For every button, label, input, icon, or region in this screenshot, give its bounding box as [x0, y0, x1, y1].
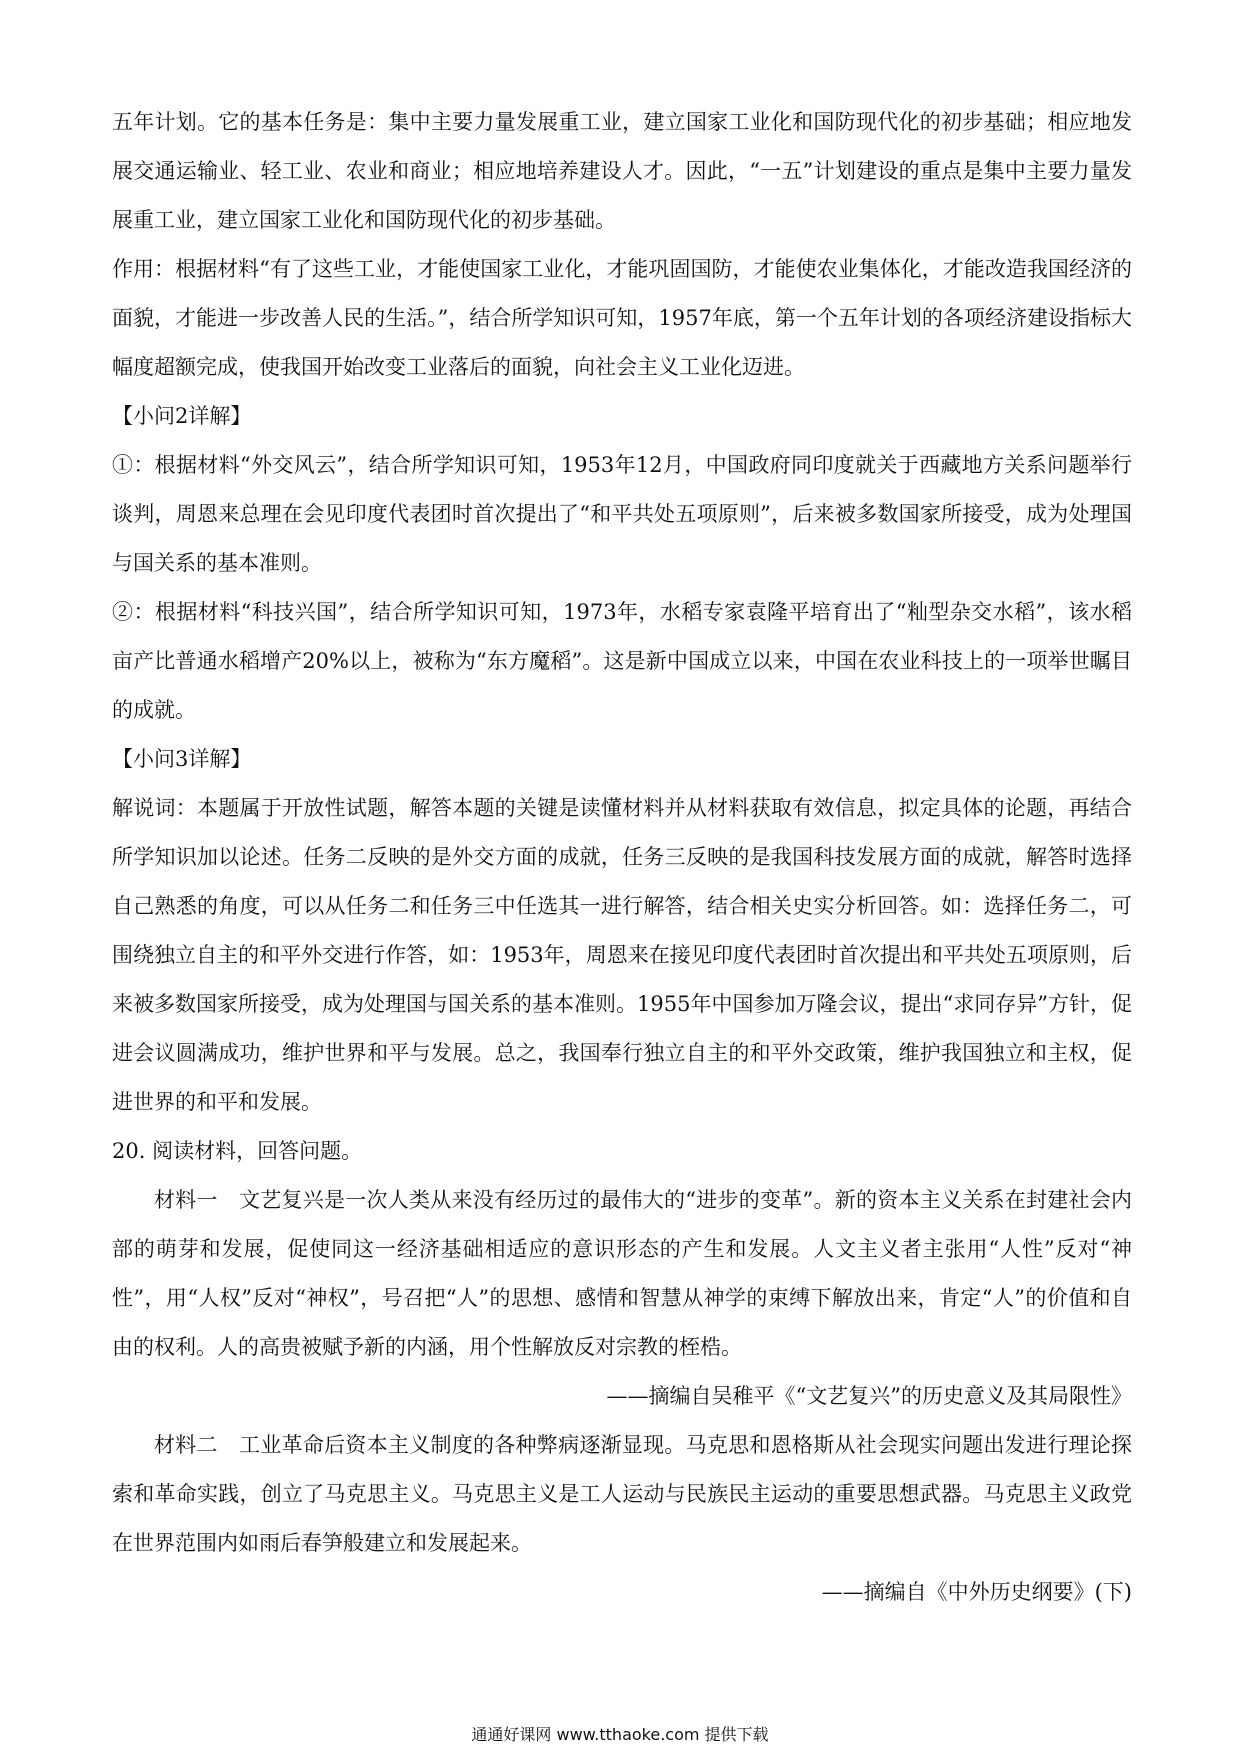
page-footer: 通通好课网 www.tthaoke.com 提供下载	[471, 1725, 769, 1744]
paragraph-diplomacy: ①：根据材料“外交风云”，结合所学知识可知，1953年12月，中国政府同印度就关于西藏地方关系问题举行谈判，周恩来总理在会见印度代表团时首次提出了“和平共处五项原则”，后来被多数国家所接受，成为处理国与国关系的基本准则。	[112, 453, 1132, 575]
paragraph-technology: ②：根据材料“科技兴国”，结合所学知识可知，1973年，水稻专家袁隆平培育出了“籼型杂交水稻”，该水稻亩产比普通水稻增产20%以上，被称为“东方魔稻”。这是新中国成立以来，中国在农业科技上的一项举世瞩目的成就。	[112, 600, 1132, 722]
material-two-source: ——摘编自《中外历史纲要》(下)	[821, 1580, 1132, 1604]
paragraph-effect: 作用：根据材料“有了这些工业，才能使国家工业化，才能巩固国防，才能使农业集体化，才能改造我国经济的面貌，才能进一步改善人民的生活。”，结合所学知识可知，1957年底，第一个五年计划的各项经济建设指标大幅度超额完成，使我国开始改变工业落后的面貌，向社会主义工业化迈进。	[112, 257, 1132, 379]
document-body	[112, 98, 1132, 1617]
material-two-text: 材料二 工业革命后资本主义制度的各种弊病逐渐显现。马克思和恩格斯从社会现实问题出发进行理论探索和革命实践，创立了马克思主义。马克思主义是工人运动与民族民主运动的重要思想武器。马克思主义政党在世界范围内如雨后春笋般建立和发展起来。	[112, 1433, 1132, 1555]
section-heading-q2: 【小问2详解】	[112, 404, 252, 428]
paragraph-plan-task: 五年计划。它的基本任务是：集中主要力量发展重工业，建立国家工业化和国防现代化的初步基础；相应地发展交通运输业、轻工业、农业和商业；相应地培养建设人才。因此，“一五”计划建设的重点是集中主要力量发展重工业，建立国家工业化和国防现代化的初步基础。	[112, 110, 1132, 232]
material-one-text: 材料一 文艺复兴是一次人类从来没有经历过的最伟大的“进步的变革”。新的资本主义关系在封建社会内部的萌芽和发展，促使同这一经济基础相适应的意识形态的产生和发展。人文主义者主张用“人性”反对“神性”，用“人权”反对“神权”，号召把“人”的思想、感情和智慧从神学的束缚下解放出来，肯定“人”的价值和自由的权利。人的高贵被赋予新的内涵，用个性解放反对宗教的桎梏。	[112, 1188, 1132, 1359]
paragraph-commentary: 解说词：本题属于开放性试题，解答本题的关键是读懂材料并从材料获取有效信息，拟定具体的论题，再结合所学知识加以论述。任务二反映的是外交方面的成就，任务三反映的是我国科技发展方面的成就，解答时选择自己熟悉的角度，可以从任务二和任务三中任选其一进行解答，结合相关史实分析回答。如：选择任务二，可围绕独立自主的和平外交进行作答，如：1953年，周恩来在接见印度代表团时首次提出和平共处五项原则，后来被多数国家所接受，成为处理国与国关系的基本准则。1955年中国参加万隆会议，提出“求同存异”方针，促进会议圆满成功，维护世界和平与发展。总之，我国奉行独立自主的和平外交政策，维护我国独立和主权，促进世界的和平和发展。	[112, 796, 1132, 1114]
question-20-title: 20. 阅读材料，回答问题。	[112, 1139, 363, 1163]
section-heading-q3: 【小问3详解】	[112, 747, 252, 771]
material-one-source: ——摘编自吴稚平《“文艺复兴”的历史意义及其局限性》	[606, 1384, 1132, 1408]
